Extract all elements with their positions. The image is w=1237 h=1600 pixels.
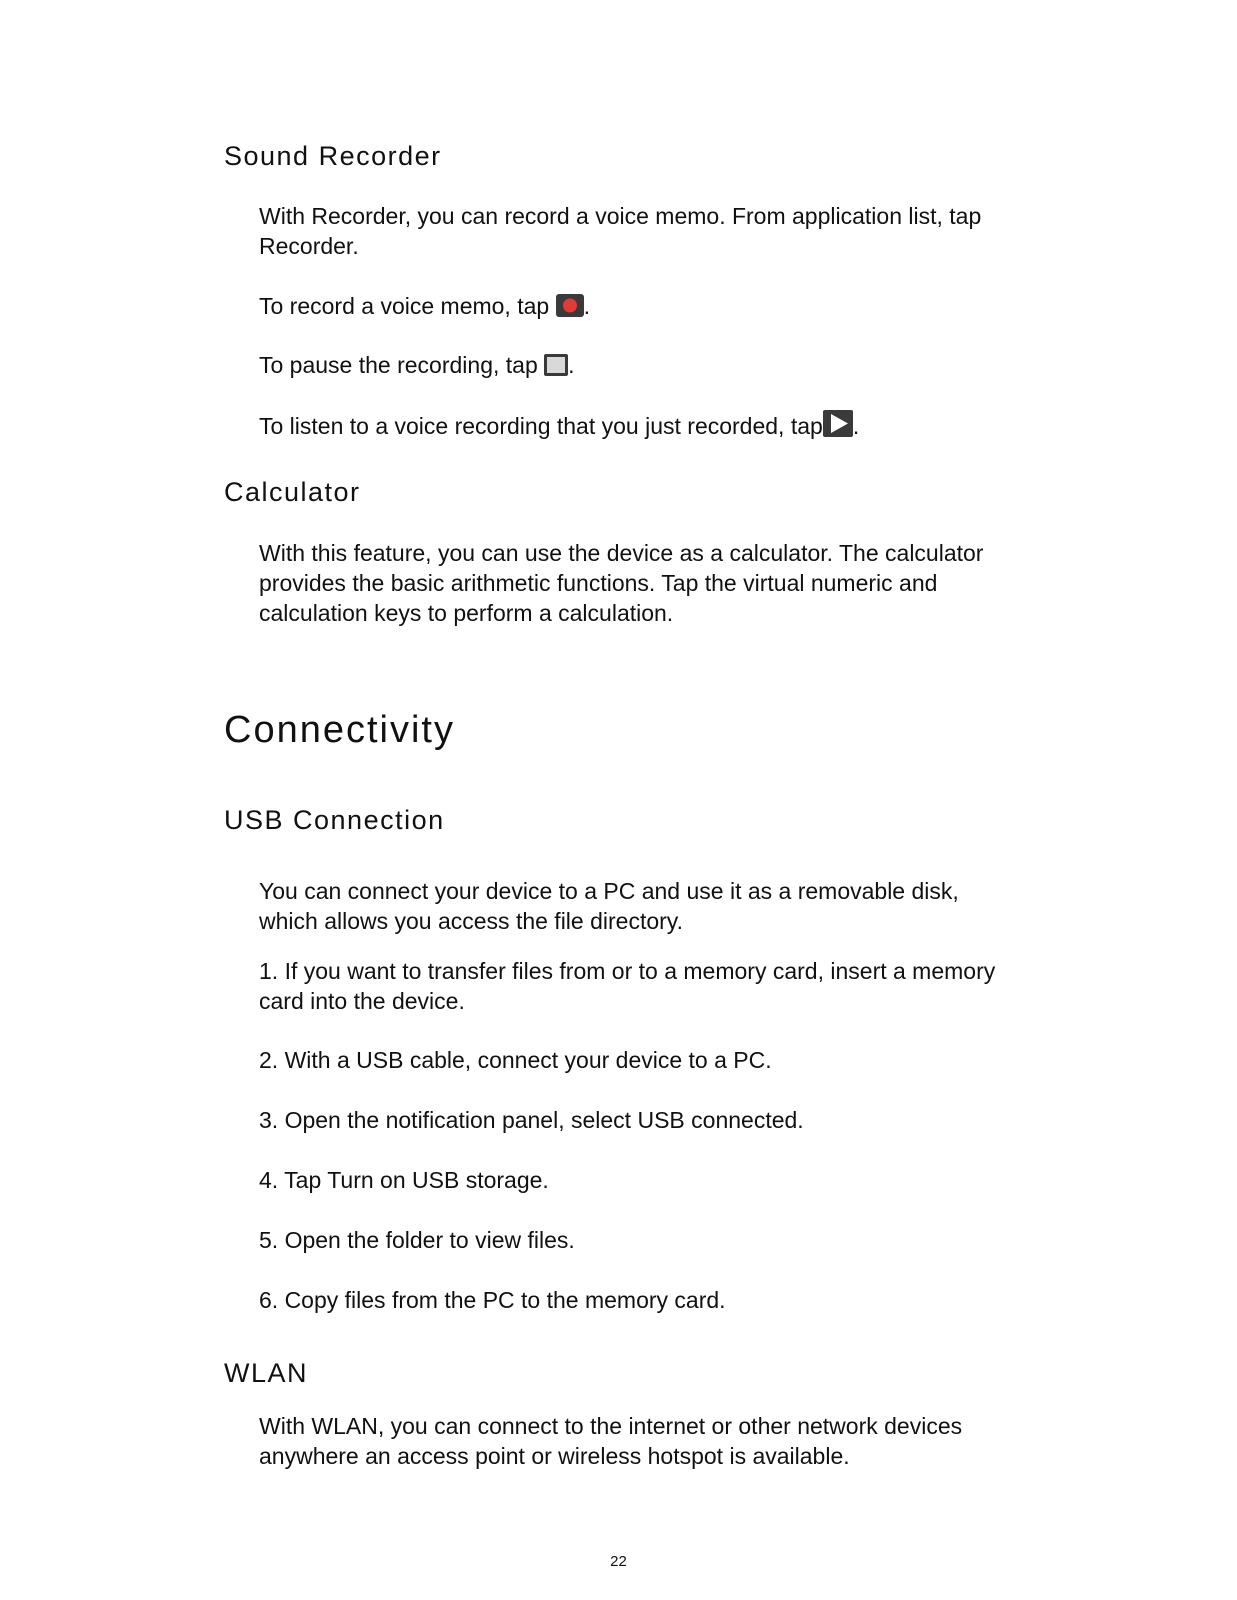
usb-step-6: 6. Copy files from the PC to the memory card. [259,1287,726,1313]
period: . [583,293,590,319]
usb-step-3: 3. Open the notification panel, select USB connected. [259,1107,804,1133]
listen-instruction [259,410,999,444]
calculator-heading: Calculator [224,477,361,507]
record-instruction [259,291,999,324]
sound-recorder-intro: With Recorder, you can record a voice memo. From application list, tap Recorder. [259,203,982,259]
usb-step-1: 1. If you want to transfer files from or to a memory card, insert a memory card into the device. [259,958,996,1014]
usb-connection-heading: USB Connection [224,805,445,835]
usb-step-2: 2. With a USB cable, connect your device to a PC. [259,1047,772,1073]
usb-connection-intro: You can connect your device to a PC and use it as a removable disk, which allows you access the file directory. [259,878,959,934]
period: . [852,413,860,439]
record-icon [556,294,584,324]
calculator-body: With this feature, you can use the device as a calculator. The calculator provides the basic arithmetic functions. Tap the virtual numeric and calculation keys to perform a calculation. [259,540,984,626]
pause-instruction-text: To pause the recording, tap [259,352,545,378]
play-icon [823,410,853,444]
usb-step-4: 4. Tap Turn on USB storage. [259,1167,549,1193]
period: . [568,352,575,378]
wlan-heading: WLAN [224,1358,309,1388]
listen-instruction-text: To listen to a voice recording that you just recorded, tap [259,413,823,439]
wlan-body: With WLAN, you can connect to the internet or other network devices anywhere an access point or wireless hotspot is available. [259,1413,963,1469]
record-instruction-text: To record a voice memo, tap [259,293,556,319]
usb-step-5: 5. Open the folder to view files. [259,1227,575,1253]
pause-instruction [259,350,999,383]
sound-recorder-heading: Sound Recorder [224,141,442,171]
stop-icon [544,353,568,383]
page-number: 22 [610,1553,627,1570]
connectivity-heading: Connectivity [224,709,455,751]
